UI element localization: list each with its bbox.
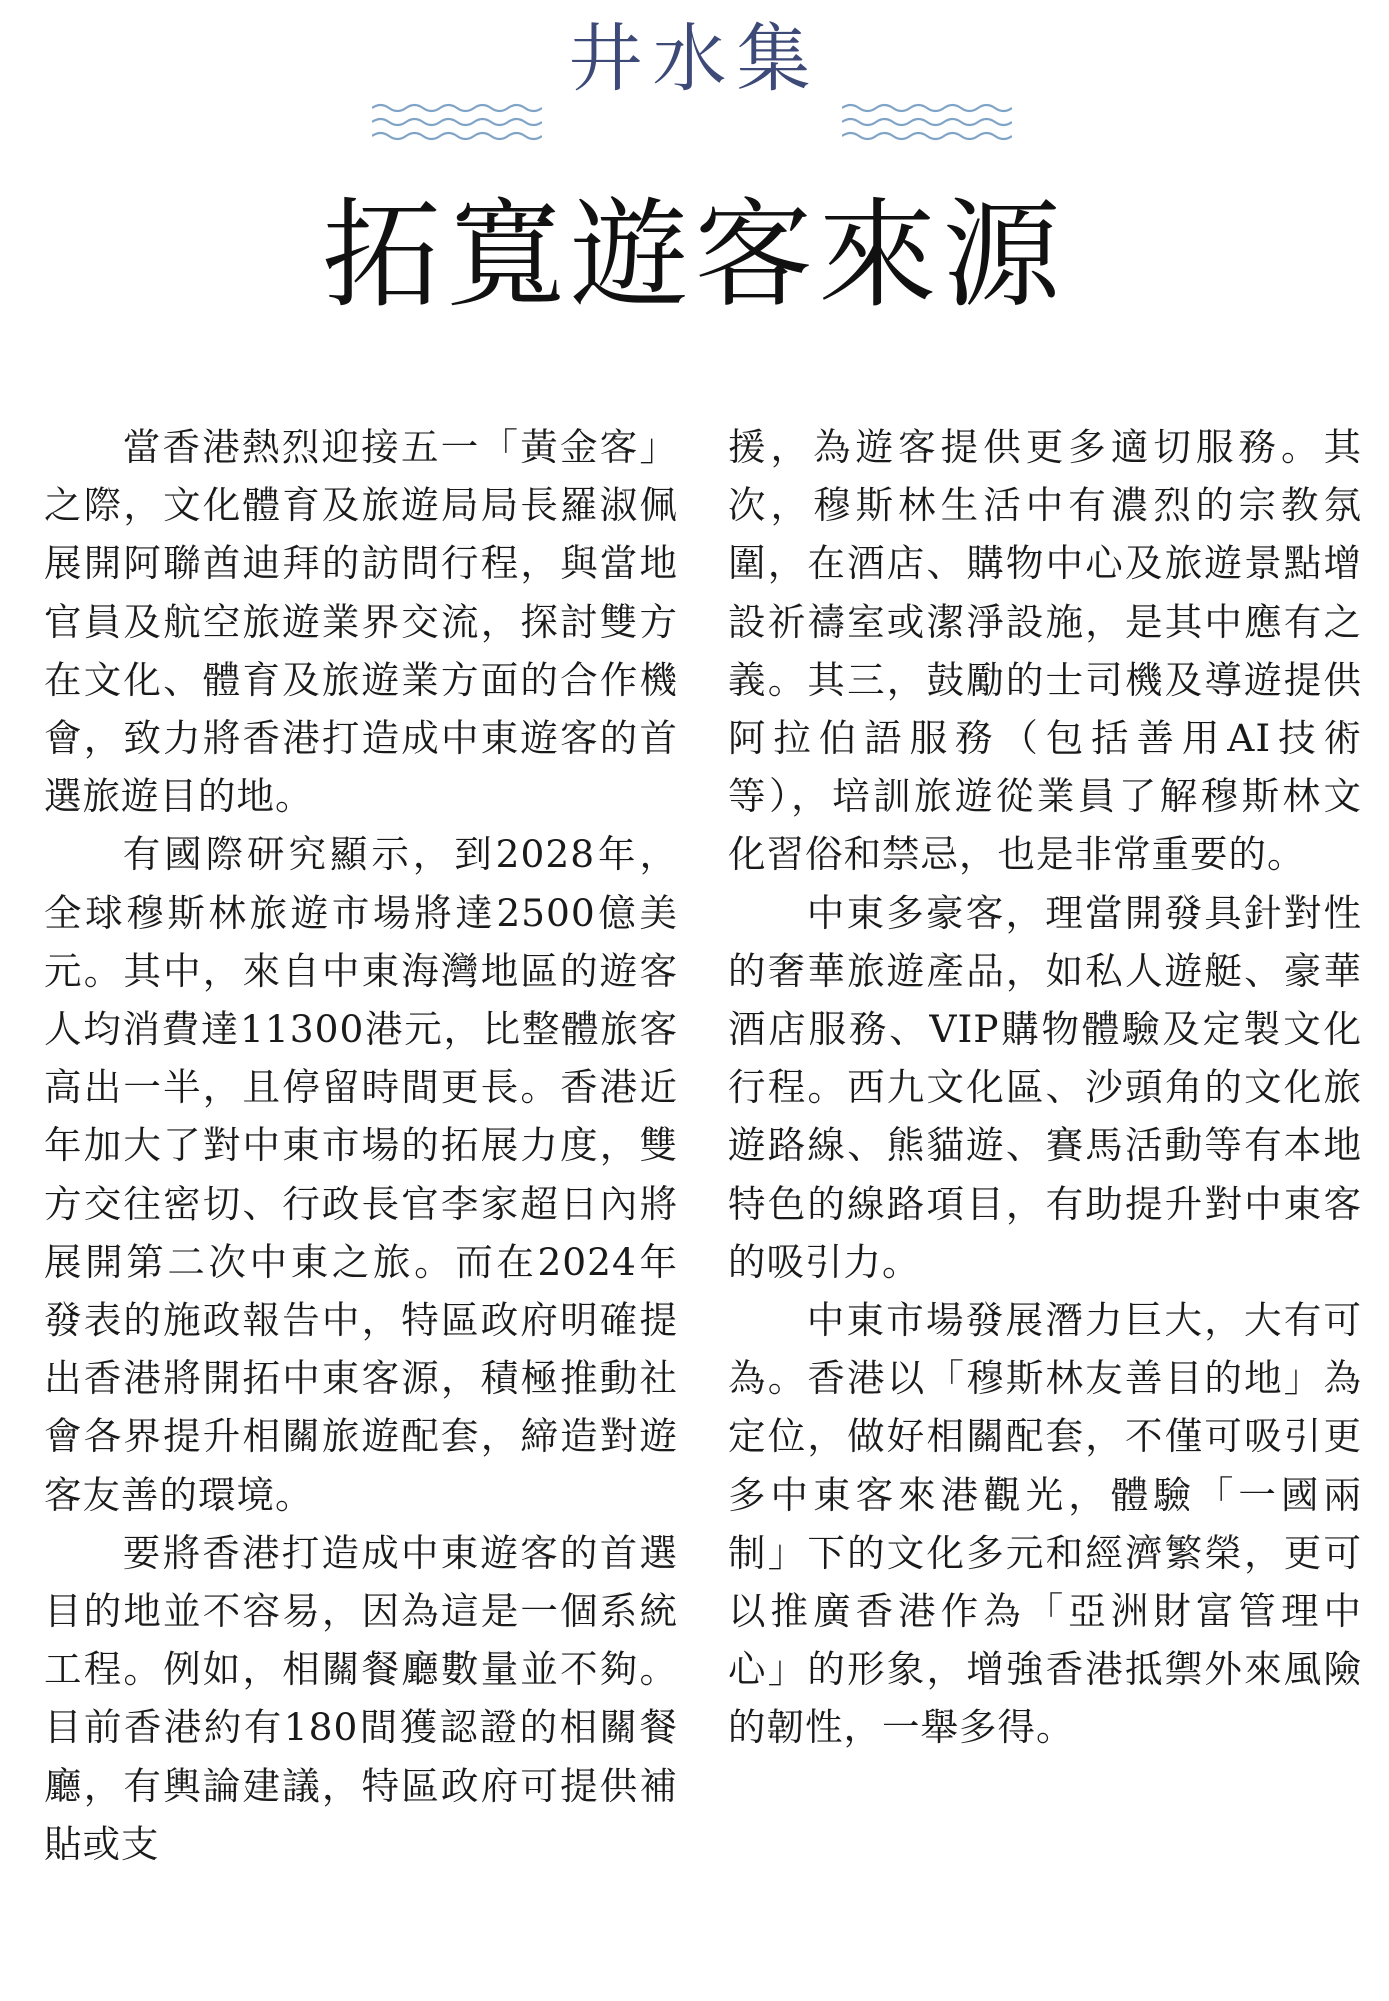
wave-ornament-right (842, 100, 1012, 144)
article-headline: 拓寬遊客來源 (322, 186, 1067, 324)
article-column-right (728, 418, 1362, 1757)
article-column-left (44, 418, 678, 1873)
masthead (0, 0, 1389, 150)
wave-ornament-left (372, 100, 542, 144)
column-name: 井水集 (568, 16, 821, 102)
article-paragraph: 中東多豪客，理當開發具針對性的奢華旅遊產品，如私人遊艇、豪華酒店服務、VIP購物體驗及定製文化行程。西九文化區、沙頭角的文化旅遊路線、熊貓遊、賽馬活動等有本地特色的線路項目，有助提升對中東客的吸引力。 (728, 890, 1362, 1284)
article-paragraph: 有國際研究顯示，到2028年，全球穆斯林旅遊市場將達2500億美元。其中，來自中東海灣地區的遊客人均消費達11300港元，比整體旅客高出一半，且停留時間更長。香港近年加大了對中東市場的拓展力度，雙方交往密切、行政長官李家超日內將展開第二次中東之旅。而在2024年發表的施政報告中，特區政府明確提出香港將開拓中東客源，積極推動社會各界提升相關旅遊配套，締造對遊客友善的環境。 (44, 832, 678, 1517)
article-paragraph-continued: 援，為遊客提供更多適切服務。其次，穆斯林生活中有濃烈的宗教氛圍，在酒店、購物中心及旅遊景點增設祈禱室或潔淨設施，是其中應有之義。其三，鼓勵的士司機及導遊提供阿拉伯語服務（包括善用AI技術等），培訓旅遊從業員了解穆斯林文化習俗和禁忌，也是非常重要的。 (728, 425, 1362, 877)
article-paragraph: 要將香港打造成中東遊客的首選目的地並不容易，因為這是一個系統工程。例如，相關餐廳數量並不夠。目前香港約有180間獲認證的相關餐廳，有輿論建議，特區政府可提供補貼或支 (44, 1530, 678, 1866)
article-paragraph: 中東市場發展潛力巨大，大有可為。香港以「穆斯林友善目的地」為定位，做好相關配套，不僅可吸引更多中東客來港觀光，體驗「一國兩制」下的文化多元和經濟繁榮，更可以推廣香港作為「亞洲財富管理中心」的形象，增強香港抵禦外來風險的韌性，一舉多得。 (728, 1298, 1362, 1750)
article-paragraph: 當香港熱烈迎接五一「黃金客」之際，文化體育及旅遊局局長羅淑佩展開阿聯酋迪拜的訪問行程，與當地官員及航空旅遊業界交流，探討雙方在文化、體育及旅遊業方面的合作機會，致力將香港打造成中東遊客的首選旅遊目的地。 (44, 425, 678, 819)
